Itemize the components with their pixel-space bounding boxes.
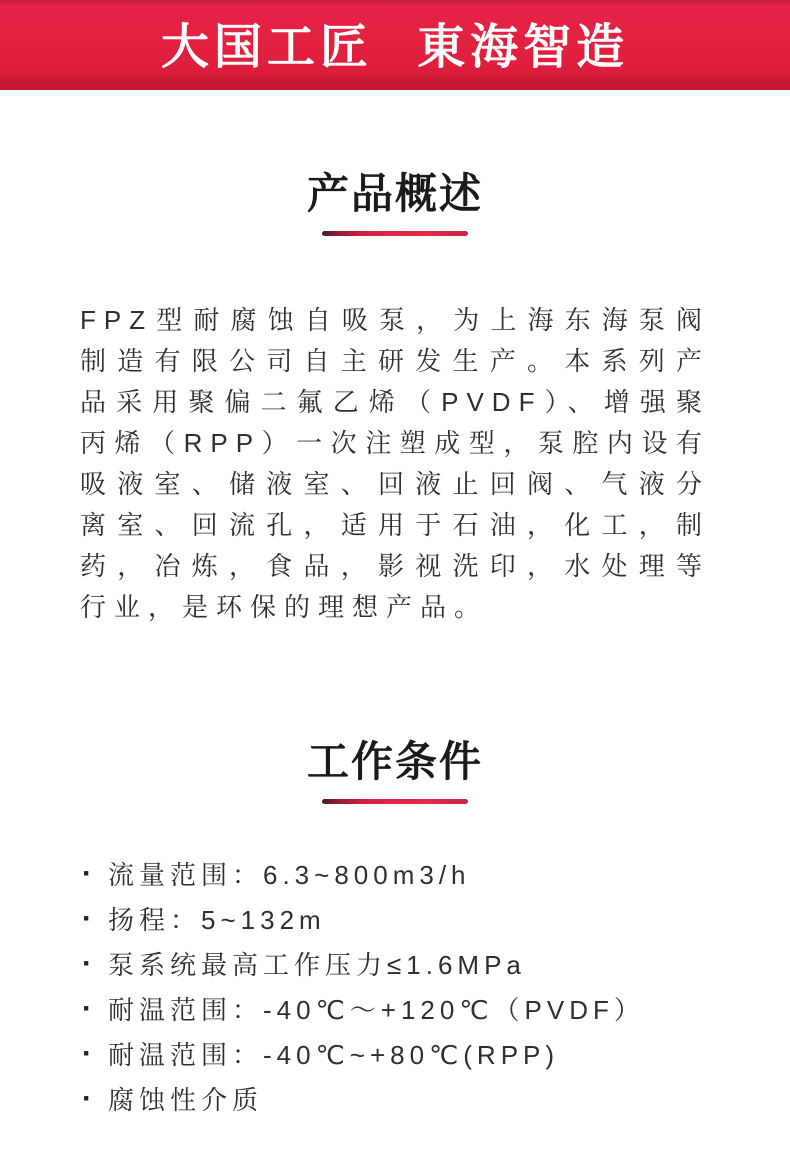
paragraph-line: 吸液室、储液室、回液止回阀、气液分 <box>80 469 710 499</box>
paragraph-line: 制造有限公司自主研发生产。本系列产 <box>80 346 710 376</box>
paragraph-line: 品采用聚偏二氟乙烯（PVDF）、增强聚 <box>80 387 710 417</box>
condition-item <box>0 986 790 1031</box>
paragraph-line: 行业，是环保的理想产品。 <box>80 592 489 622</box>
bullet-dot-icon: · <box>82 1081 92 1115</box>
condition-text: 泵系统最高工作压力≤1.6MPa <box>108 950 526 980</box>
conditions-title: 工作条件 <box>306 738 483 785</box>
overview-section <box>0 96 790 628</box>
overview-paragraph <box>80 300 710 628</box>
bullet-dot-icon: · <box>82 856 92 890</box>
condition-item <box>0 941 790 986</box>
condition-text: 耐温范围：-40℃～+120℃（PVDF） <box>108 995 645 1025</box>
bullet-dot-icon: · <box>82 1036 92 1070</box>
condition-text: 耐温范围：-40℃~+80℃(RPP) <box>108 1040 560 1070</box>
bullet-dot-icon: · <box>82 901 92 935</box>
paragraph-line: FPZ型耐腐蚀自吸泵，为上海东海泵阀 <box>80 305 710 335</box>
condition-item <box>0 896 790 941</box>
paragraph-line: 丙烯（RPP）一次注塑成型，泵腔内设有 <box>80 428 710 458</box>
conditions-title-underline <box>322 799 468 804</box>
bullet-dot-icon: · <box>82 991 92 1025</box>
condition-item <box>0 851 790 896</box>
conditions-list <box>0 851 790 1121</box>
bullet-dot-icon: · <box>82 946 92 980</box>
banner-title: 大国工匠 東海智造 <box>160 20 630 74</box>
paragraph-line: 离室、回流孔，适用于石油，化工，制 <box>80 510 710 540</box>
overview-title-underline <box>322 231 468 236</box>
condition-text: 流量范围：6.3~800m3/h <box>108 860 471 890</box>
condition-item <box>0 1031 790 1076</box>
condition-text: 扬程：5~132m <box>108 905 326 935</box>
page-content <box>0 96 790 1121</box>
header-banner <box>0 0 790 90</box>
paragraph-line: 药，冶炼，食品，影视洗印，水处理等 <box>80 551 710 581</box>
conditions-section <box>0 628 790 1121</box>
condition-text: 腐蚀性介质 <box>108 1085 264 1115</box>
condition-item <box>0 1076 790 1121</box>
overview-title: 产品概述 <box>306 170 483 217</box>
